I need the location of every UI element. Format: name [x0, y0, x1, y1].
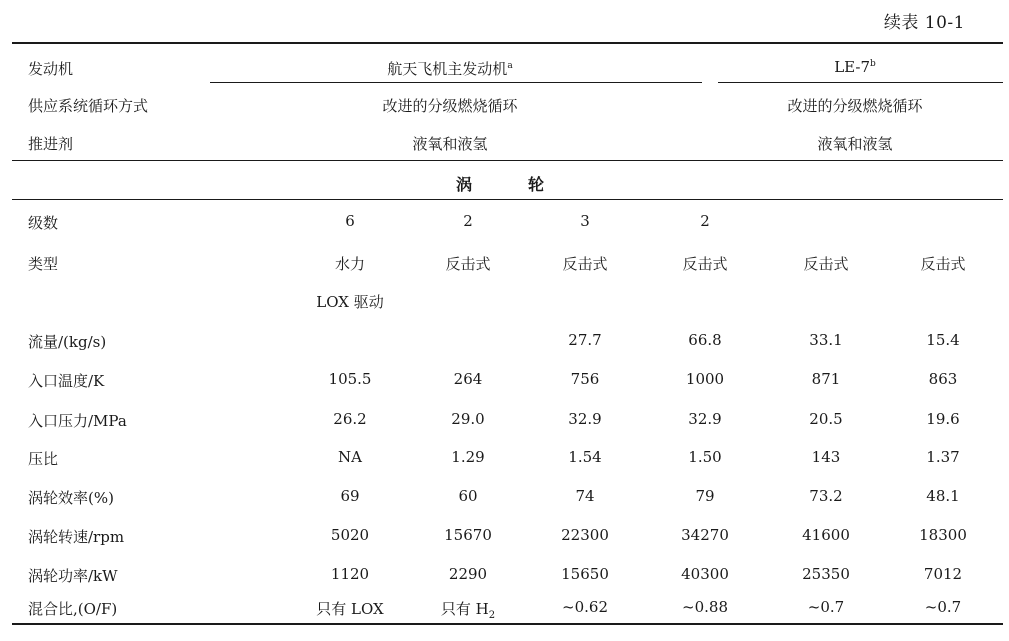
row-label: 混合比,(O/F) — [28, 600, 118, 618]
engine-b-name — [834, 58, 876, 76]
table-cell: 69 — [340, 487, 360, 505]
row-label: 入口压力/MPa — [28, 412, 127, 430]
table-cell: 7012 — [923, 565, 963, 583]
table-cell: 66.8 — [688, 331, 722, 349]
table-cell: 33.1 — [809, 331, 843, 349]
table-cell: 26.2 — [333, 410, 367, 428]
table-cell: 水力 — [334, 255, 366, 273]
engine-a-underline — [210, 82, 702, 83]
engine-a-name — [387, 58, 512, 79]
row-label: 类型 — [28, 255, 59, 273]
table-cell: 18300 — [919, 526, 967, 544]
table-cell: 264 — [453, 370, 483, 388]
table-cell: 41600 — [802, 526, 850, 544]
table-cell: NA — [338, 448, 362, 466]
engine-b-underline — [718, 82, 1003, 83]
table-cell: 反击式 — [562, 255, 608, 273]
table-cell: 40300 — [681, 565, 729, 583]
engine-b-cycle: 改进的分级燃烧循环 — [787, 97, 923, 115]
table-cell: 只有 LOX — [316, 600, 384, 618]
row-label-cycle: 供应系统循环方式 — [28, 97, 149, 115]
table-cell: ~0.7 — [807, 598, 845, 616]
table-cell: 3 — [580, 212, 590, 230]
table-cell: 15650 — [561, 565, 609, 583]
table-cell: 2 — [700, 212, 710, 230]
row-label-propellant: 推进剂 — [28, 135, 74, 153]
bottom-rule — [12, 623, 1003, 625]
table-cell: 1.37 — [926, 448, 960, 466]
row-label: 级数 — [28, 214, 59, 232]
engine-b-footnote-mark: b — [870, 59, 876, 69]
row-label: 涡轮效率(%) — [28, 489, 114, 507]
table-cell: ~0.62 — [562, 598, 608, 616]
engine-a-cycle: 改进的分级燃烧循环 — [382, 97, 518, 115]
table-cell: 5020 — [330, 526, 370, 544]
row-label: 入口温度/K — [28, 372, 105, 390]
section-bottom-rule — [12, 199, 1003, 200]
table-cell: 1.29 — [451, 448, 485, 466]
table-cell: 1000 — [685, 370, 725, 388]
table-cell: 22300 — [561, 526, 609, 544]
table-cell: 29.0 — [451, 410, 485, 428]
table-cell: 反击式 — [682, 255, 728, 273]
table-cell: 2290 — [448, 565, 488, 583]
table-cell: 6 — [345, 212, 355, 230]
table-cell: 15670 — [444, 526, 492, 544]
table-cell: 73.2 — [809, 487, 843, 505]
table-cell: 32.9 — [688, 410, 722, 428]
table-cell: LOX 驱动 — [316, 293, 384, 311]
table-cell: 25350 — [802, 565, 850, 583]
top-rule — [12, 42, 1003, 44]
table-cell: 19.6 — [926, 410, 960, 428]
table-cell: 15.4 — [926, 331, 960, 349]
engine-b-name-text: LE-7 — [834, 58, 871, 76]
engine-a-footnote-mark: a — [507, 61, 513, 71]
table-cell: 27.7 — [568, 331, 602, 349]
table-cell: ~0.7 — [924, 598, 962, 616]
table-cell: 79 — [695, 487, 715, 505]
row-label: 流量/(kg/s) — [28, 333, 107, 351]
table-cell: 143 — [811, 448, 841, 466]
table-cell: 60 — [458, 487, 478, 505]
table-cell: 105.5 — [328, 370, 372, 388]
engine-a-propellant: 液氧和液氢 — [412, 135, 488, 153]
row-label-engine: 发动机 — [28, 60, 74, 78]
row-label: 涡轮功率/kW — [28, 567, 118, 585]
table-cell: ~0.88 — [682, 598, 728, 616]
table-cell: 756 — [570, 370, 600, 388]
h2-subscript: 2 — [488, 610, 496, 621]
table-cell: 74 — [575, 487, 595, 505]
section-title-turbine: 涡轮 — [455, 175, 601, 194]
table-cell: 20.5 — [809, 410, 843, 428]
table-cell: 32.9 — [568, 410, 602, 428]
table-cell: 863 — [928, 370, 958, 388]
table-cell: 2 — [463, 212, 473, 230]
row-label: 涡轮转速/rpm — [28, 528, 125, 546]
table-cell: 反击式 — [920, 255, 966, 273]
engine-b-propellant: 液氧和液氢 — [817, 135, 893, 153]
table-cell: 48.1 — [926, 487, 960, 505]
table-cell: 34270 — [681, 526, 729, 544]
table-cell: 871 — [811, 370, 841, 388]
table-cell: 只有 $H_2$ — [440, 600, 496, 621]
table-cell: 1.54 — [568, 448, 602, 466]
table-cell: 反击式 — [803, 255, 849, 273]
table-cell: 1.50 — [688, 448, 722, 466]
table-cell: 反击式 — [445, 255, 491, 273]
table-caption: 续表 10-1 — [883, 13, 965, 33]
row-label: 压比 — [28, 450, 59, 468]
table-cell: 1120 — [330, 565, 370, 583]
engine-a-name-text: 航天飞机主发动机 — [387, 60, 508, 78]
header-bottom-rule — [12, 160, 1003, 161]
